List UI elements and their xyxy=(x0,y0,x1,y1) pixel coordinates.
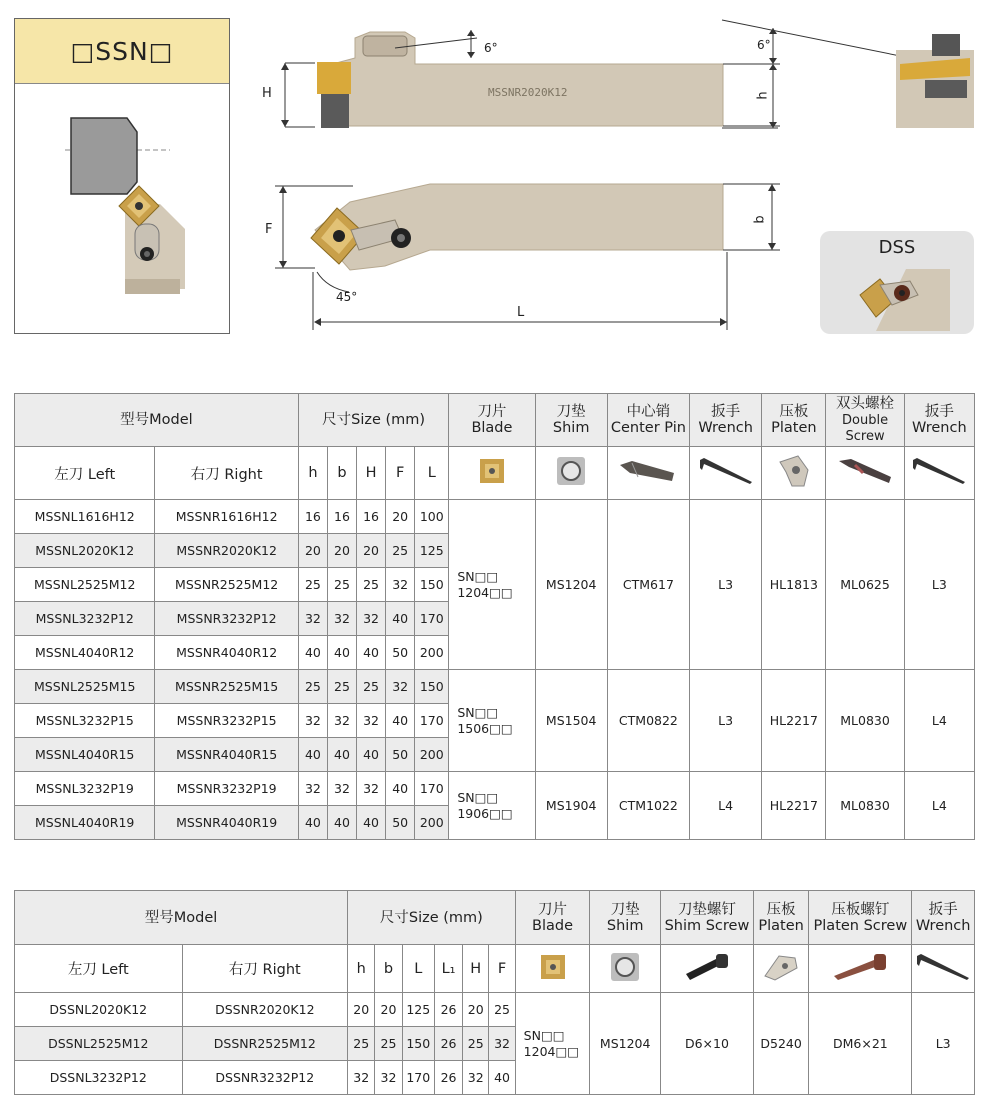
L-value: 200 xyxy=(415,738,449,772)
shim-value: MS1204 xyxy=(535,500,607,670)
L-value: 170 xyxy=(415,772,449,806)
dim-header: h xyxy=(298,447,327,500)
part-en: Platen xyxy=(771,420,817,436)
blade-line-1: SN□□ xyxy=(457,568,499,584)
left-model: MSSNL2525M15 xyxy=(15,670,155,704)
platen-screw-icon-cell xyxy=(809,945,912,993)
insert-icon xyxy=(540,954,566,980)
blade-line-2: 1506□□ xyxy=(457,720,513,736)
blade-line-1: SN□□ xyxy=(457,704,499,720)
platen-value: HL1813 xyxy=(762,500,826,670)
tool-head-illustration xyxy=(65,114,205,299)
blade-value xyxy=(515,993,590,1095)
blade-line-2: 1204□□ xyxy=(457,584,513,600)
part-header-double-screw xyxy=(826,394,904,447)
H-value: 32 xyxy=(357,772,386,806)
F-value: 32 xyxy=(386,670,415,704)
platen-screw-value: DM6×21 xyxy=(809,993,912,1095)
blade-value xyxy=(449,500,535,670)
left-model: MSSNL3232P19 xyxy=(15,772,155,806)
L-value: 170 xyxy=(415,704,449,738)
right-model: DSSNR3232P12 xyxy=(182,1061,348,1095)
double-screw-icon xyxy=(835,457,895,485)
shim-screw-icon xyxy=(682,952,732,982)
part-header-blade xyxy=(515,891,590,945)
L-value: 125 xyxy=(415,534,449,568)
L-value: 150 xyxy=(415,670,449,704)
tool-type-panel xyxy=(14,18,230,334)
right-model: DSSNR2020K12 xyxy=(182,993,348,1027)
part-header-shim xyxy=(535,394,607,447)
size-header: 尺寸Size (mm) xyxy=(298,394,448,447)
model-header: 型号Model xyxy=(15,394,299,447)
right-model: MSSNR3232P12 xyxy=(155,602,298,636)
h-value: 16 xyxy=(298,500,327,534)
right-model: MSSNR1616H12 xyxy=(155,500,298,534)
right-header: 右刀 Right xyxy=(155,447,298,500)
part-en: Shim Screw xyxy=(664,917,750,934)
shim-icon-cell xyxy=(535,447,607,500)
blade-line-1: SN□□ xyxy=(523,1027,565,1043)
dim-angle-top-label: 6° xyxy=(484,41,498,55)
H-value: 25 xyxy=(357,670,386,704)
part-cn: 刀垫 xyxy=(610,901,640,918)
part-header-blade xyxy=(449,394,535,447)
h-value: 32 xyxy=(348,1061,375,1095)
shim-icon xyxy=(610,952,640,982)
blade-value xyxy=(449,772,535,840)
dim-H-label: H xyxy=(262,86,272,101)
platen-icon xyxy=(774,452,814,490)
dim-b-label: b xyxy=(752,215,768,224)
dim-header: F xyxy=(386,447,415,500)
part-cn: 压板 xyxy=(779,404,809,420)
left-model: MSSNL4040R15 xyxy=(15,738,155,772)
L-value: 170 xyxy=(415,602,449,636)
left-model: DSSNL2525M12 xyxy=(15,1027,183,1061)
part-en: Blade xyxy=(532,917,574,934)
center-pin-value: CTM0822 xyxy=(607,670,689,772)
h-value: 32 xyxy=(298,602,327,636)
part-cn: 刀垫螺钉 xyxy=(677,901,736,918)
blade-value xyxy=(449,670,535,772)
F-value: 40 xyxy=(489,1061,515,1095)
part-cn: 刀片 xyxy=(538,901,568,918)
dim-h-label: h xyxy=(755,91,771,100)
part-en: Shim xyxy=(606,917,644,934)
H-value: 20 xyxy=(463,993,489,1027)
L-value: 170 xyxy=(402,1061,434,1095)
insert-icon-cell xyxy=(515,945,590,993)
wrench-icon-cell xyxy=(912,945,975,993)
F-value: 40 xyxy=(386,602,415,636)
left-model: DSSNL3232P12 xyxy=(15,1061,183,1095)
h-value: 25 xyxy=(298,670,327,704)
b-value: 32 xyxy=(327,704,356,738)
mssn-spec-table xyxy=(14,393,975,840)
center-pin-value: CTM1022 xyxy=(607,772,689,840)
center-pin-icon-cell xyxy=(607,447,689,500)
F-value: 20 xyxy=(386,500,415,534)
F-value: 25 xyxy=(489,993,515,1027)
b-value: 40 xyxy=(327,806,356,840)
dss-head-illustration xyxy=(836,265,966,331)
blade-line-1: SN□□ xyxy=(457,789,499,805)
left-model: DSSNL2020K12 xyxy=(15,993,183,1027)
table-row xyxy=(15,670,975,704)
F-value: 32 xyxy=(489,1027,515,1061)
b-value: 32 xyxy=(327,602,356,636)
right-model: MSSNR2525M15 xyxy=(155,670,298,704)
h-value: 25 xyxy=(298,568,327,602)
b-value: 20 xyxy=(327,534,356,568)
part-en: Platen Screw xyxy=(813,917,908,934)
left-model: MSSNL2525M12 xyxy=(15,568,155,602)
dim-angle-45-label: 45° xyxy=(336,290,358,304)
H-value: 32 xyxy=(463,1061,489,1095)
h-value: 32 xyxy=(298,772,327,806)
L-value: 200 xyxy=(415,636,449,670)
wrench-icon-cell-2 xyxy=(904,447,974,500)
part-cn: 压板 xyxy=(766,901,796,918)
dim-header: L xyxy=(402,945,434,993)
H-value: 25 xyxy=(357,568,386,602)
table-row xyxy=(15,993,975,1027)
left-model: MSSNL4040R12 xyxy=(15,636,155,670)
platen-icon-cell xyxy=(762,447,826,500)
part-cn: 双头螺栓 xyxy=(836,396,895,412)
wrench-2-value: L4 xyxy=(904,772,974,840)
wrench-value: L3 xyxy=(690,500,762,670)
L-value: 100 xyxy=(415,500,449,534)
blade-line-2: 1204□□ xyxy=(523,1043,580,1059)
wrench-2-value: L3 xyxy=(904,500,974,670)
shim-screw-icon-cell xyxy=(661,945,754,993)
part-en: Wrench xyxy=(915,917,971,934)
H-value: 40 xyxy=(357,636,386,670)
F-value: 40 xyxy=(386,772,415,806)
left-model: MSSNL4040R19 xyxy=(15,806,155,840)
wrench-value: L3 xyxy=(690,670,762,772)
dim-header: b xyxy=(327,447,356,500)
double-screw-value: ML0625 xyxy=(826,500,904,670)
dim-header: H xyxy=(357,447,386,500)
shim-screw-value: D6×10 xyxy=(661,993,754,1095)
b-value: 25 xyxy=(375,1027,402,1061)
dim-header: L₁ xyxy=(434,945,462,993)
part-en: Platen xyxy=(758,917,804,934)
left-model: MSSNL2020K12 xyxy=(15,534,155,568)
h-value: 25 xyxy=(348,1027,375,1061)
shim-value: MS1904 xyxy=(535,772,607,840)
H-value: 32 xyxy=(357,704,386,738)
dim-header: H xyxy=(463,945,489,993)
H-value: 40 xyxy=(357,738,386,772)
part-header-wrench-2 xyxy=(904,394,974,447)
part-en: Shim xyxy=(552,420,590,436)
left-model: MSSNL3232P15 xyxy=(15,704,155,738)
dim-header: L xyxy=(415,447,449,500)
tool-type-title: □SSN□ xyxy=(15,19,229,84)
platen-value: D5240 xyxy=(753,993,809,1095)
right-model: MSSNR4040R12 xyxy=(155,636,298,670)
dim-header: F xyxy=(489,945,515,993)
part-en: Double xyxy=(842,413,889,428)
L1-value: 26 xyxy=(434,1027,462,1061)
dim-header: b xyxy=(375,945,402,993)
H-value: 40 xyxy=(357,806,386,840)
part-cn: 刀垫 xyxy=(556,404,586,420)
platen-icon-cell xyxy=(753,945,809,993)
platen-icon xyxy=(761,950,801,984)
part-header-wrench xyxy=(690,394,762,447)
part-cn: 扳手 xyxy=(924,404,954,420)
H-value: 32 xyxy=(357,602,386,636)
h-value: 20 xyxy=(348,993,375,1027)
part-en: Blade xyxy=(471,420,513,436)
H-value: 16 xyxy=(357,500,386,534)
size-header: 尺寸Size (mm) xyxy=(348,891,516,945)
double-screw-value: ML0830 xyxy=(826,772,904,840)
center-pin-value: CTM617 xyxy=(607,500,689,670)
part-en: Center Pin xyxy=(610,420,686,436)
h-value: 32 xyxy=(298,704,327,738)
dim-header: h xyxy=(348,945,375,993)
double-screw-value: ML0830 xyxy=(826,670,904,772)
dim-F-label: F xyxy=(265,222,273,237)
L-value: 125 xyxy=(402,993,434,1027)
part-en: Screw xyxy=(845,429,885,444)
part-cn: 扳手 xyxy=(711,404,741,420)
part-en: Wrench xyxy=(698,420,753,436)
right-model: MSSNR3232P15 xyxy=(155,704,298,738)
b-value: 25 xyxy=(327,568,356,602)
tool-engraving: MSSNR2020K12 xyxy=(488,86,568,99)
F-value: 25 xyxy=(386,534,415,568)
right-model: MSSNR3232P19 xyxy=(155,772,298,806)
part-en: Wrench xyxy=(912,420,967,436)
wrench-icon xyxy=(915,952,971,982)
part-header-platen xyxy=(762,394,826,447)
wrench-icon-cell xyxy=(690,447,762,500)
platen-value: HL2217 xyxy=(762,670,826,772)
part-header-platen xyxy=(753,891,809,945)
right-model: MSSNR2525M12 xyxy=(155,568,298,602)
table-row xyxy=(15,772,975,806)
F-value: 50 xyxy=(386,636,415,670)
wrench-icon xyxy=(911,456,967,486)
blade-line-2: 1906□□ xyxy=(457,805,513,821)
b-value: 16 xyxy=(327,500,356,534)
end-view-drawing xyxy=(720,18,980,133)
part-cn: 刀片 xyxy=(477,404,507,420)
b-value: 40 xyxy=(327,738,356,772)
shim-icon xyxy=(556,456,586,486)
platen-value: HL2217 xyxy=(762,772,826,840)
L-value: 150 xyxy=(402,1027,434,1061)
insert-icon xyxy=(479,458,505,484)
dim-angle-side-label: 6° xyxy=(757,38,771,52)
table-row xyxy=(15,500,975,534)
insert-icon-cell xyxy=(449,447,535,500)
shim-icon-cell xyxy=(590,945,661,993)
wrench-value: L3 xyxy=(912,993,975,1095)
h-value: 20 xyxy=(298,534,327,568)
right-header: 右刀 Right xyxy=(182,945,348,993)
right-model: MSSNR4040R19 xyxy=(155,806,298,840)
right-model: DSSNR2525M12 xyxy=(182,1027,348,1061)
part-cn: 中心销 xyxy=(626,404,671,420)
b-value: 32 xyxy=(375,1061,402,1095)
platen-screw-icon xyxy=(830,952,890,982)
F-value: 40 xyxy=(386,704,415,738)
wrench-icon xyxy=(698,456,754,486)
part-header-center-pin xyxy=(607,394,689,447)
part-header-shim xyxy=(590,891,661,945)
right-model: MSSNR2020K12 xyxy=(155,534,298,568)
b-value: 32 xyxy=(327,772,356,806)
part-cn: 扳手 xyxy=(928,901,958,918)
part-header-platen-screw xyxy=(809,891,912,945)
h-value: 40 xyxy=(298,738,327,772)
left-model: MSSNL3232P12 xyxy=(15,602,155,636)
center-pin-icon xyxy=(618,459,678,483)
L1-value: 26 xyxy=(434,993,462,1027)
dss-variant-card xyxy=(820,231,974,334)
top-view-drawing xyxy=(255,18,795,143)
dim-L-label: L xyxy=(517,305,525,320)
wrench-2-value: L4 xyxy=(904,670,974,772)
h-value: 40 xyxy=(298,636,327,670)
F-value: 50 xyxy=(386,806,415,840)
part-header-shim-screw xyxy=(661,891,754,945)
H-value: 20 xyxy=(357,534,386,568)
wrench-value: L4 xyxy=(690,772,762,840)
part-cn: 压板螺钉 xyxy=(831,901,890,918)
H-value: 25 xyxy=(463,1027,489,1061)
model-header: 型号Model xyxy=(15,891,348,945)
left-header: 左刀 Left xyxy=(15,945,183,993)
left-model: MSSNL1616H12 xyxy=(15,500,155,534)
right-model: MSSNR4040R15 xyxy=(155,738,298,772)
h-value: 40 xyxy=(298,806,327,840)
b-value: 25 xyxy=(327,670,356,704)
L-value: 150 xyxy=(415,568,449,602)
left-header: 左刀 Left xyxy=(15,447,155,500)
b-value: 40 xyxy=(327,636,356,670)
dss-variant-label: DSS xyxy=(878,237,916,258)
double-screw-icon-cell xyxy=(826,447,904,500)
dssn-spec-table xyxy=(14,890,975,1095)
F-value: 50 xyxy=(386,738,415,772)
b-value: 20 xyxy=(375,993,402,1027)
shim-value: MS1204 xyxy=(590,993,661,1095)
part-header-wrench xyxy=(912,891,975,945)
F-value: 32 xyxy=(386,568,415,602)
L1-value: 26 xyxy=(434,1061,462,1095)
L-value: 200 xyxy=(415,806,449,840)
shim-value: MS1504 xyxy=(535,670,607,772)
